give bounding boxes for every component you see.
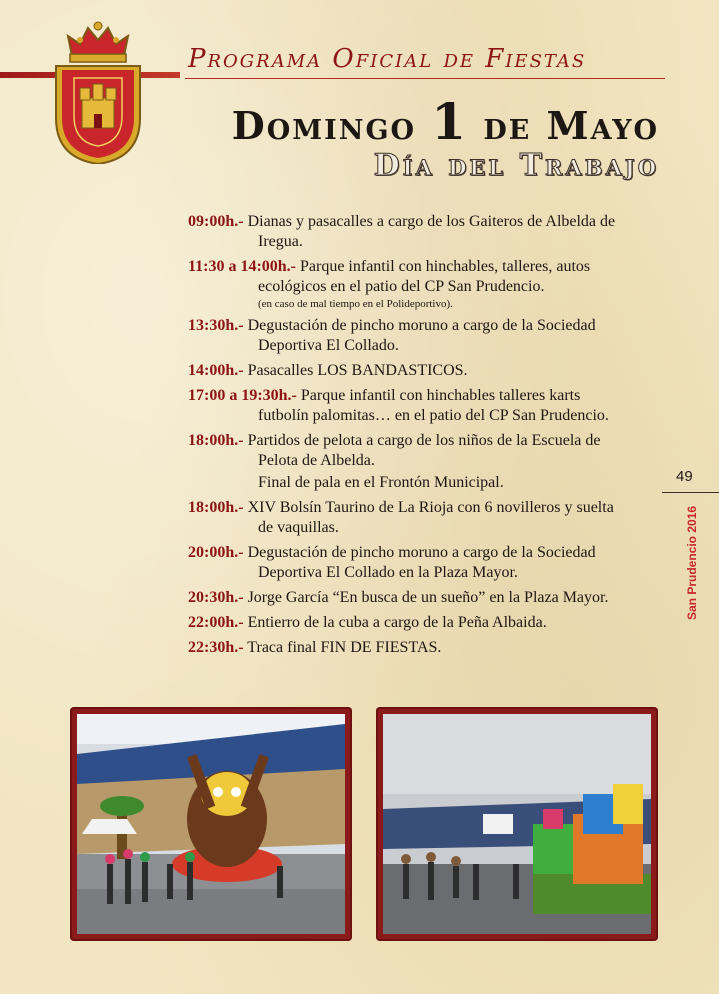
day-suffix: de Mayo — [483, 103, 659, 148]
item-time: 22:30h.- — [188, 639, 244, 656]
schedule-item — [188, 431, 648, 493]
item-note: (en caso de mal tiempo en el Polideportivo). — [258, 298, 453, 310]
schedule-item — [188, 613, 648, 633]
item-extra: Final de pala en el Frontón Municipal. — [258, 474, 504, 491]
item-text-cont: Iregua. — [258, 233, 303, 250]
item-time: 18:00h.- — [188, 499, 244, 516]
item-text-cont: futbolín palomitas… en el patio del CP San Prudencio. — [258, 407, 609, 424]
item-time: 09:00h.- — [188, 213, 244, 230]
photo-image — [383, 714, 651, 934]
page-number: 49 — [676, 468, 693, 485]
photo-image — [77, 714, 345, 934]
schedule-item — [188, 257, 648, 311]
coat-of-arms-crest — [50, 18, 146, 164]
item-text: Jorge García “En busca de un sueño” en la Plaza Mayor. — [247, 589, 609, 606]
schedule-item — [188, 386, 648, 426]
item-text: Parque infantil con hinchables, talleres, autos — [300, 258, 591, 275]
item-text: Parque infantil con hinchables talleres karts — [300, 387, 581, 404]
item-time: 11:30 a 14:00h.- — [188, 258, 296, 275]
photo-inflatable-gorilla — [70, 707, 352, 941]
schedule-item — [188, 361, 648, 381]
item-text-cont: Pelota de Albelda. — [258, 452, 375, 469]
item-text: Pasacalles LOS BANDASTICOS. — [247, 362, 468, 379]
schedule-item — [188, 212, 648, 252]
schedule-item — [188, 316, 648, 356]
item-time: 20:30h.- — [188, 589, 244, 606]
day-subtitle: Día del Trabajo — [373, 148, 659, 183]
program-title: Programa Oficial de Fiestas — [188, 44, 587, 74]
item-text-cont: de vaquillas. — [258, 519, 339, 536]
day-prefix: Domingo — [231, 103, 417, 148]
schedule-item — [188, 498, 648, 538]
item-text-cont: Deportiva El Collado en la Plaza Mayor. — [258, 564, 518, 581]
schedule-list — [188, 212, 648, 663]
item-time: 17:00 a 19:30h.- — [188, 387, 297, 404]
item-text: Dianas y pasacalles a cargo de los Gaiteros de Albelda de — [247, 213, 616, 230]
item-text-cont: ecológicos en el patio del CP San Prudencio. — [258, 278, 545, 295]
item-time: 22:00h.- — [188, 614, 244, 631]
schedule-item — [188, 588, 648, 608]
item-time: 14:00h.- — [188, 362, 244, 379]
item-time: 20:00h.- — [188, 544, 244, 561]
schedule-item — [188, 543, 648, 583]
item-text: Traca final FIN DE FIESTAS. — [247, 639, 442, 656]
day-number: 1 — [431, 92, 469, 151]
side-label: San Prudencio 2016 — [685, 505, 699, 620]
item-time: 18:00h.- — [188, 432, 244, 449]
item-text: Partidos de pelota a cargo de los niños de la Escuela de — [247, 432, 601, 449]
header-rule — [185, 78, 665, 79]
item-text: Entierro de la cuba a cargo de la Peña Albaida. — [247, 614, 547, 631]
item-text: Degustación de pincho moruno a cargo de la Sociedad — [247, 544, 596, 561]
day-title — [232, 92, 659, 151]
item-text: XIV Bolsín Taurino de La Rioja con 6 novilleros y suelta — [247, 499, 614, 516]
schedule-item — [188, 638, 648, 658]
item-time: 13:30h.- — [188, 317, 244, 334]
photo-bouncy-castles — [376, 707, 658, 941]
item-text-cont: Deportiva El Collado. — [258, 337, 399, 354]
item-text: Degustación de pincho moruno a cargo de la Sociedad — [247, 317, 596, 334]
